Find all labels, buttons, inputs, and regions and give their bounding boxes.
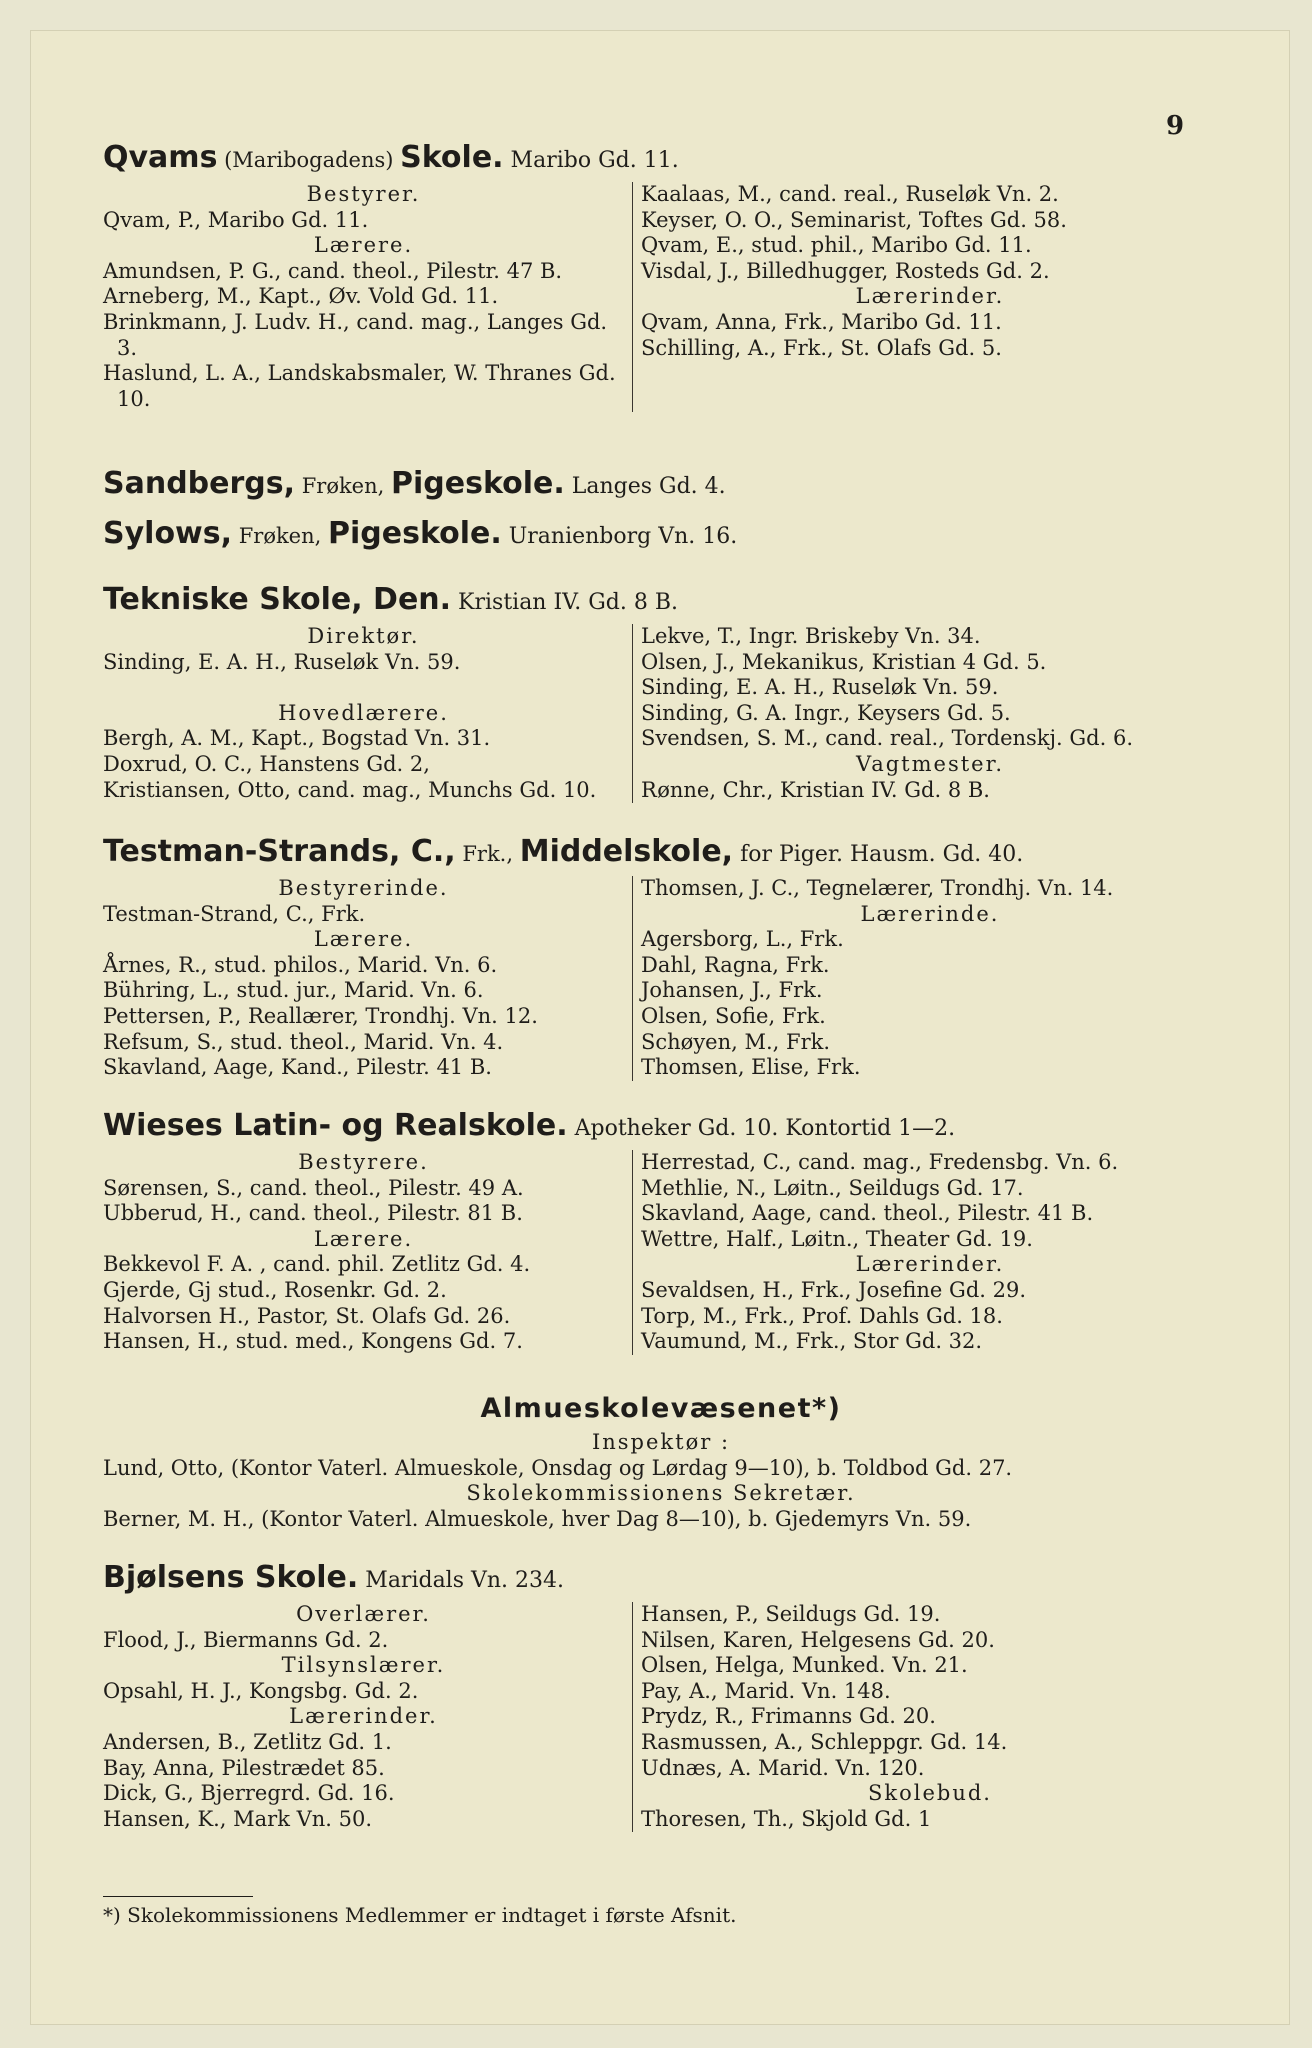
entry: Thomsen, Elise, Frk. (641, 1055, 861, 1080)
two-column-list (103, 182, 1219, 412)
school-address: Langes Gd. 4. (564, 474, 726, 499)
role-heading: Inspektør : (591, 1430, 731, 1454)
left-column (103, 876, 633, 1081)
left-column (103, 182, 633, 412)
entry: Hansen, H., stud. med., Kongens Gd. 7. (103, 1329, 523, 1354)
right-column (633, 1150, 1219, 1355)
school-address: Kristian IV. Gd. 8 B. (451, 590, 678, 615)
school-section (103, 140, 1219, 412)
school-address: Maridals Vn. 234. (358, 1568, 565, 1593)
title-part: Tekniske Skole, Den. (103, 582, 452, 617)
entry: Sørensen, S., cand. theol., Pilestr. 49 A. (103, 1175, 524, 1200)
entry: Methlie, N., Løitn., Seildugs Gd. 17. (641, 1175, 1024, 1200)
entry: Olsen, Sofie, Frk. (641, 1003, 826, 1028)
role-heading: Bestyrere. (298, 1150, 429, 1174)
entry: Keyser, O. O., Seminarist, Toftes Gd. 58. (641, 207, 1067, 232)
school-title (103, 1108, 1219, 1144)
title-part: Frøken, (232, 524, 328, 548)
school-address: Uranienborg Vn. 16. (501, 524, 738, 549)
entry: Bekkevol F. A. , cand. phil. Zetlitz Gd. 4. (103, 1252, 531, 1277)
role-heading: Tilsynslærer. (281, 1653, 446, 1678)
right-column (633, 876, 1219, 1081)
right-column (633, 182, 1219, 412)
entry: Amundsen, P. G., cand. theol., Pilestr. 47 B. (103, 258, 563, 283)
entry: Berner, M. H., (Kontor Vaterl. Almueskole, hver Dag 8—10), b. Gjedemyrs Vn. 59. (103, 1506, 972, 1531)
role-heading: Skolebud. (868, 1781, 992, 1806)
entry: Rønne, Chr., Kristian IV. Gd. 8 B. (641, 777, 990, 802)
role-heading: Lærere. (313, 1226, 414, 1251)
page-number: 9 (1166, 111, 1185, 141)
entry: Hansen, K., Mark Vn. 50. (103, 1806, 373, 1831)
entry: Lund, Otto, (Kontor Vaterl. Almueskole, Onsdag og Lørdag 9—10), b. Toldbod Gd. 27. (103, 1455, 1013, 1480)
school-title (103, 1560, 1219, 1596)
school-section (103, 1108, 1219, 1355)
role-heading: Lærerinder. (855, 284, 1005, 309)
school-address: Apotheker Gd. 10. Kontortid 1—2. (567, 1116, 956, 1141)
role-heading: Lærerinde. (860, 901, 1000, 926)
school-section (103, 466, 1219, 502)
entry: Refsum, S., stud. theol., Marid. Vn. 4. (103, 1029, 504, 1054)
school-title (103, 582, 1219, 618)
entry: Olsen, J., Mekanikus, Kristian 4 Gd. 5. (641, 649, 1047, 674)
entry: Flood, J., Biermanns Gd. 2. (103, 1627, 389, 1652)
school-title (103, 466, 1219, 502)
school-section (103, 516, 1219, 552)
entry: Rasmussen, A., Schleppgr. Gd. 14. (641, 1729, 1008, 1754)
entry: Gjerde, Gj stud., Rosenkr. Gd. 2. (103, 1277, 447, 1302)
two-column-list (103, 876, 1219, 1081)
role-heading: Lærere. (313, 233, 414, 258)
role-heading: Lærerinder. (855, 1252, 1005, 1277)
title-part: Sandbergs, (103, 466, 296, 501)
title-part: Pigeskole. (391, 466, 565, 501)
entry: Prydz, R., Frimanns Gd. 20. (641, 1704, 936, 1729)
left-column (103, 624, 633, 803)
entry: Johansen, J., Frk. (641, 978, 823, 1003)
entry: Nilsen, Karen, Helgesens Gd. 20. (641, 1627, 995, 1652)
document-page (30, 30, 1290, 2025)
entry: Vaumund, M., Frk., Stor Gd. 32. (641, 1329, 983, 1354)
entry: Lekve, T., Ingr. Briskeby Vn. 34. (641, 624, 981, 648)
entry: Svendsen, S. M., cand. real., Tordenskj. Gd. 6. (641, 726, 1133, 751)
entry: Ubberud, H., cand. theol., Pilestr. 81 B. (103, 1201, 523, 1226)
entry: Qvam, Anna, Frk., Maribo Gd. 11. (641, 309, 1002, 334)
entry: Thoresen, Th., Skjold Gd. 1 (641, 1806, 932, 1831)
entry: Brinkmann, J. Ludv. H., cand. mag., Langes Gd. 3. (103, 309, 608, 360)
title-part: Pigeskole. (328, 516, 502, 551)
role-heading: Lærerinder. (289, 1704, 438, 1729)
entry: Årnes, R., stud. philos., Marid. Vn. 6. (103, 952, 498, 977)
entry: Schøyen, M., Frk. (641, 1029, 831, 1054)
role-heading: Overlærer. (296, 1602, 431, 1626)
school-title (103, 516, 1219, 552)
entry: Udnæs, A. Marid. Vn. 120. (641, 1755, 925, 1780)
role-heading: Lærere. (313, 927, 414, 952)
school-section (103, 582, 1219, 803)
entry: Bay, Anna, Pilestrædet 85. (103, 1755, 385, 1780)
entry: Schilling, A., Frk., St. Olafs Gd. 5. (641, 335, 1002, 360)
role-heading: Bestyrer. (306, 182, 421, 206)
entry: Skavland, Aage, Kand., Pilestr. 41 B. (103, 1055, 492, 1080)
section-heading: Almueskolevæsenet*) (480, 1393, 842, 1424)
left-column (103, 1150, 633, 1355)
title-part: Skole. (400, 140, 504, 175)
title-part: Wieses Latin- og Realskole. (103, 1108, 568, 1143)
title-part: Qvams (103, 140, 218, 175)
title-part: Frk., (455, 842, 520, 866)
two-column-list (103, 1150, 1219, 1355)
two-column-list (103, 624, 1219, 803)
entry: Qvam, E., stud. phil., Maribo Gd. 11. (641, 233, 1032, 258)
school-section (103, 834, 1219, 1081)
entry: Visdal, J., Billedhugger, Rosteds Gd. 2. (641, 258, 1050, 283)
title-part: Bjølsens Skole. (103, 1560, 359, 1595)
entry: Wettre, Half., Løitn., Theater Gd. 19. (641, 1226, 1033, 1251)
entry: Kaalaas, M., cand. real., Ruseløk Vn. 2. (641, 182, 1059, 206)
role-heading: Direktør. (307, 624, 420, 648)
school-title (103, 834, 1219, 870)
footnote-rule (103, 1896, 253, 1897)
title-part: Sylows, (103, 516, 233, 551)
left-column (103, 1602, 633, 1832)
entry: Herrestad, C., cand. mag., Fredensbg. Vn. 6. (641, 1150, 1119, 1174)
school-address: Maribo Gd. 11. (503, 148, 679, 173)
entry: Dick, G., Bjerregrd. Gd. 16. (103, 1781, 395, 1806)
entry (103, 675, 624, 701)
title-part: Middelskole, (519, 834, 734, 869)
title-part: Testman-Strands, C., (103, 834, 456, 869)
entry: Sinding, E. A. H., Ruseløk Vn. 59. (103, 649, 461, 674)
entry: Kristiansen, Otto, cand. mag., Munchs Gd. 10. (103, 777, 597, 802)
entry: Dahl, Ragna, Frk. (641, 952, 830, 977)
school-section (103, 1560, 1219, 1832)
entry: Sevaldsen, H., Frk., Josefine Gd. 29. (641, 1277, 1027, 1302)
entry: Agersborg, L., Frk. (641, 927, 844, 952)
entry: Sinding, G. A. Ingr., Keysers Gd. 5. (641, 700, 1011, 725)
entry: Pettersen, P., Reallærer, Trondhj. Vn. 12. (103, 1003, 538, 1028)
entry: Torp, M., Frk., Prof. Dahls Gd. 18. (641, 1303, 1003, 1328)
entry: Olsen, Helga, Munked. Vn. 21. (641, 1653, 968, 1678)
entry: Halvorsen H., Pastor, St. Olafs Gd. 26. (103, 1303, 511, 1328)
two-column-list (103, 1602, 1219, 1832)
title-part: (Maribogadens) (217, 148, 401, 172)
entry: Haslund, L. A., Landskabsmaler, W. Thranes Gd. 10. (103, 361, 616, 411)
entry: Pay, A., Marid. Vn. 148. (641, 1678, 891, 1703)
entry: Qvam, P., Maribo Gd. 11. (103, 207, 369, 232)
right-column (633, 1602, 1219, 1832)
entry: Andersen, B., Zetlitz Gd. 1. (103, 1729, 392, 1754)
entry: Doxrud, O. C., Hanstens Gd. 2, (103, 751, 430, 776)
entry: Arneberg, M., Kapt., Øv. Vold Gd. 11. (103, 284, 499, 309)
role-heading: Vagtmester. (855, 751, 1005, 776)
entry: Hansen, P., Seildugs Gd. 19. (641, 1602, 941, 1626)
entry: Sinding, E. A. H., Ruseløk Vn. 59. (641, 675, 999, 700)
entry: Bühring, L., stud. jur., Marid. Vn. 6. (103, 978, 484, 1003)
entry: Testman-Strand, C., Frk. (103, 901, 366, 926)
school-address: for Piger. Hausm. Gd. 40. (733, 842, 1024, 867)
right-column (633, 624, 1219, 803)
role-heading: Bestyrerinde. (278, 876, 449, 900)
entry: Opsahl, H. J., Kongsbg. Gd. 2. (103, 1678, 419, 1703)
footnote: *) Skolekommissionens Medlemmer er indtaget i første Afsnit. (103, 1903, 737, 1927)
school-title (103, 140, 1219, 176)
entry: Bergh, A. M., Kapt., Bogstad Vn. 31. (103, 726, 491, 751)
almue-section (103, 1393, 1219, 1532)
role-heading: Skolekommissionens Sekretær. (466, 1481, 856, 1506)
entry: Skavland, Aage, cand. theol., Pilestr. 41 B. (641, 1201, 1094, 1226)
title-part: Frøken, (295, 474, 391, 498)
entry: Thomsen, J. C., Tegnelærer, Trondhj. Vn. 14. (641, 876, 1114, 900)
role-heading: Hovedlærere. (278, 700, 449, 725)
